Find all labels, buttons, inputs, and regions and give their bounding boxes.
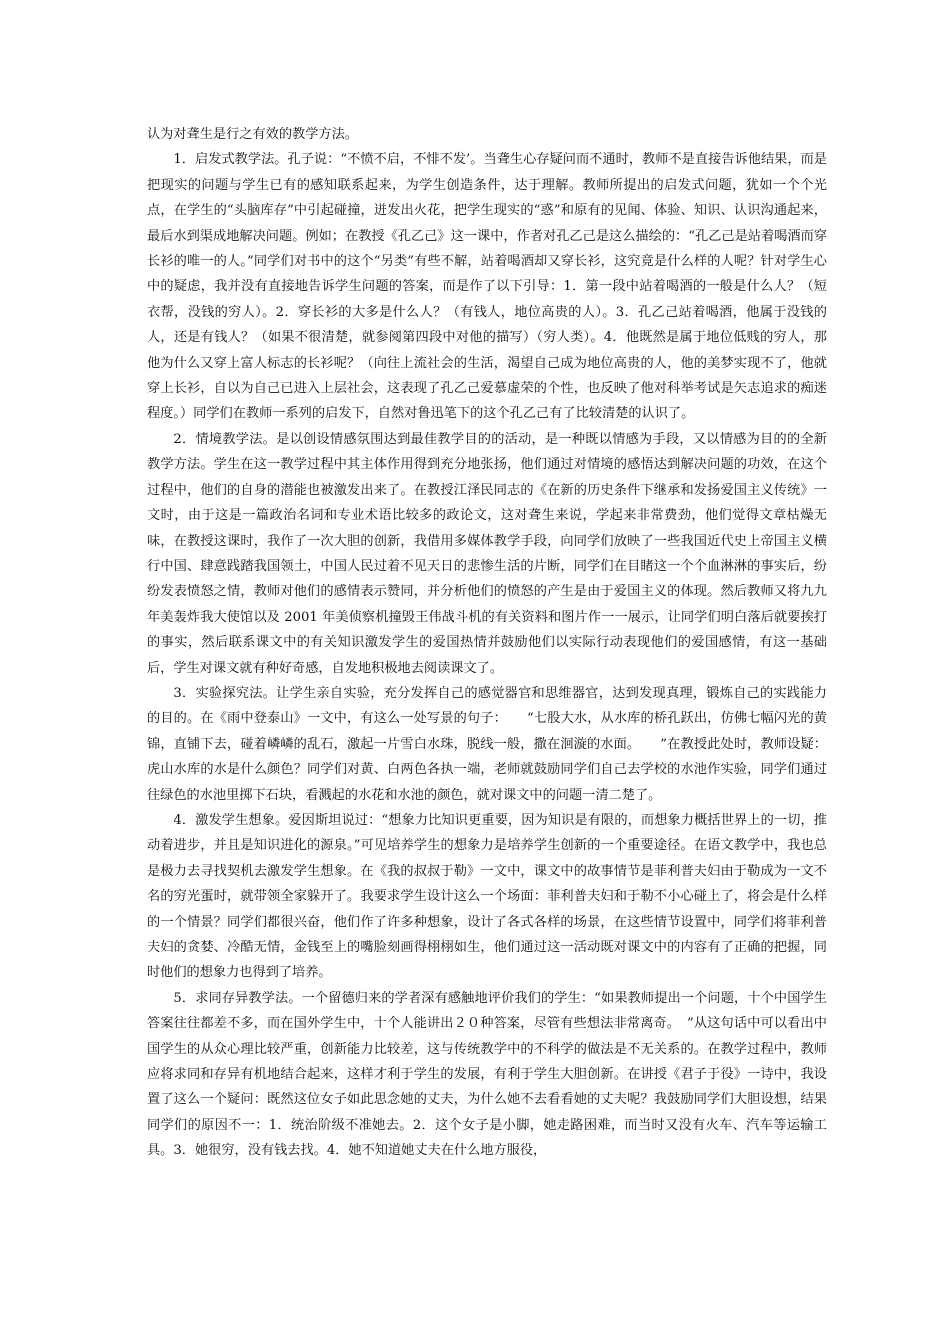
document-page [147,122,827,1164]
paragraph-situational-teaching: 2．情境教学法。是以创设情感氛围达到最佳教学目的的活动，是一种既以情感为手段，又以情感为目的的全新教学方法。学生在这一教学过程中其主体作用得到充分地张扬，他们通过对情境的感悟达到解决问题的功效，在这个过程中，他们的自身的潜能也被激发出来了。在教授江泽民同志的《在新的历史条件下继承和发扬爱国主义传统》一文时，由于这是一篇政治名词和专业术语比较多的政论文，这对聋生来说，学起来非常费劲，他们觉得文章枯燥无味，在教授这课时，我作了一次大胆的创新，我借用多媒体教学手段，向同学们放映了一些我国近代史上帝国主义横行中国、肆意践踏我国领土，中国人民过着不见天日的悲惨生活的片断，同学们在目睹这一个个血淋淋的事实后，纷纷发表愤怒之情，教师对他们的感情表示赞同，并分析他们的愤怒的产生是由于爱国主义的体现。然后教师又将九九年美轰炸我大使馆以及 2001 年美侦察机撞毁王伟战斗机的有关资料和图片作一一展示，让同学们明白落后就要挨打的事实，然后联系课文中的有关知识激发学生的爱国热情并鼓励他们以实际行动表现他们的爱国感情，有这一基础后，学生对课文就有种好奇感，自发地积极地去阅读课文了。 [147,431,827,676]
paragraph-heuristic-teaching: 1．启发式教学法。孔子说：“不愤不启，不悱不发’。当聋生心存疑问而不通时，教师不是直接告诉他结果，而是把现实的问题与学生已有的感知联系起来，为学生创造条件，达于理解。教师所提出的启发式问题，犹如一个个光点，在学生的“头脑库存”中引起碰撞，迸发出火花，把学生现实的“惑”和原有的见闻、体验、知识、认识沟通起来，最后水到渠成地解决问题。例如；在教授《孔乙己》这一课中，作者对孔乙己是这么描绘的：“孔乙己是站着喝酒而穿长衫的唯一的人。”同学们对书中的这个“另类”有些不解，站着喝酒却又穿长衫，这究竟是什么样的人呢？针对学生心中的疑虑，我并没有直接地告诉学生问题的答案，而是作了以下引导：1．第一段中站着喝酒的一般是什么人？（短衣帮，没钱的穷人）。2．穿长衫的大多是什么人？（有钱人，地位高贵的人）。3．孔乙己站着喝酒，他属于没钱的人，还是有钱人？（如果不很清楚，就参阅第四段中对他的描写）（穷人类）。4．他既然是属于地位低贱的穷人，那他为什么又穿上富人标志的长衫呢？（向往上流社会的生活，渴望自己成为地位高贵的人，他的美梦实现不了，他就穿上长衫，自以为自己已进入上层社会，这表现了孔乙己爱慕虚荣的个性，也反映了他对科举考试是矢志追求的痴迷程度。）同学们在教师一系列的启发下，自然对鲁迅笔下的这个孔乙己有了比较清楚的认识了。 [147,152,827,422]
paragraph-imagination: 4．激发学生想象。爱因斯坦说过：“想象力比知识更重要，因为知识是有限的，而想象力概括世界上的一切，推动着进步，并且是知识进化的源泉。”可见培养学生的想象力是培养学生创新的一个重要途径。在语文教学中，我也总是极力去寻找契机去激发学生想象。在《我的叔叔于勒》一文中，课文中的故事情节是菲利普夫妇由于勒成为一文不名的穷光蛋时，就带领全家躲开了。我要求学生设计这么一个场面：菲利普夫妇和于勒不小心碰上了，将会是什么样的一个情景？同学们都很兴奋，他们作了许多种想象，设计了各式各样的场景，在这些情节设置中，同学们将菲利普夫妇的贪婪、冷酷无情，金钱至上的嘴脸刻画得栩栩如生，他们通过这一活动既对课文中的内容有了正确的把握，同时他们的想象力也得到了培养。 [147,812,827,981]
paragraph-continuation: 认为对聋生是行之有效的教学方法。 [147,127,358,142]
paragraph-experimental-inquiry: 3．实验探究法。让学生亲自实验，充分发挥自己的感觉器官和思维器官，达到发现真理，锻炼自己的实践能力的目的。在《雨中登泰山》一文中，有这么一处写景的句子： “七股大水，从水库的桥孔跃出，仿佛七幅闪光的黄锦，直铺下去，碰着嶙嶙的乱石，激起一片雪白水珠，脱线一般，撒在洄漩的水面。 ”在教授此处时，教师设疑：虎山水库的水是什么颜色？同学们对黄、白两色各执一端，老师就鼓励同学们自己去学校的水池作实验，同学们通过往绿色的水池里掷下石块，看溅起的水花和水池的颜色，就对课文中的问题一清二楚了。 [147,685,827,803]
paragraph-seek-common-ground: 5．求同存异教学法。一个留德归来的学者深有感触地评价我们的学生：“如果教师提出一个问题，十个中国学生答案往往都差不多，而在国外学生中，十个人能讲出２０种答案，尽管有些想法非常离奇。 ”从这句话中可以看出中国学生的从众心理比较严重，创新能力比较差，这与传统教学中的不科学的做法是不无关系的。在教学过程中，教师应将求同和存异有机地结合起来，这样才利于学生的发展，有利于学生大胆创新。在讲授《君子于役》一诗中，我设置了这么一个疑问：既然这位女子如此思念她的丈夫，为什么她不去看看她的丈夫呢？我鼓励同学们大胆设想，结果同学们的原因不一：1．统治阶级不准她去。2．这个女子是小脚，她走路困难，而当时又没有火车、汽车等运输工具。3．她很穷，没有钱去找。4．她不知道她丈夫在什么地方服役， [147,990,827,1159]
